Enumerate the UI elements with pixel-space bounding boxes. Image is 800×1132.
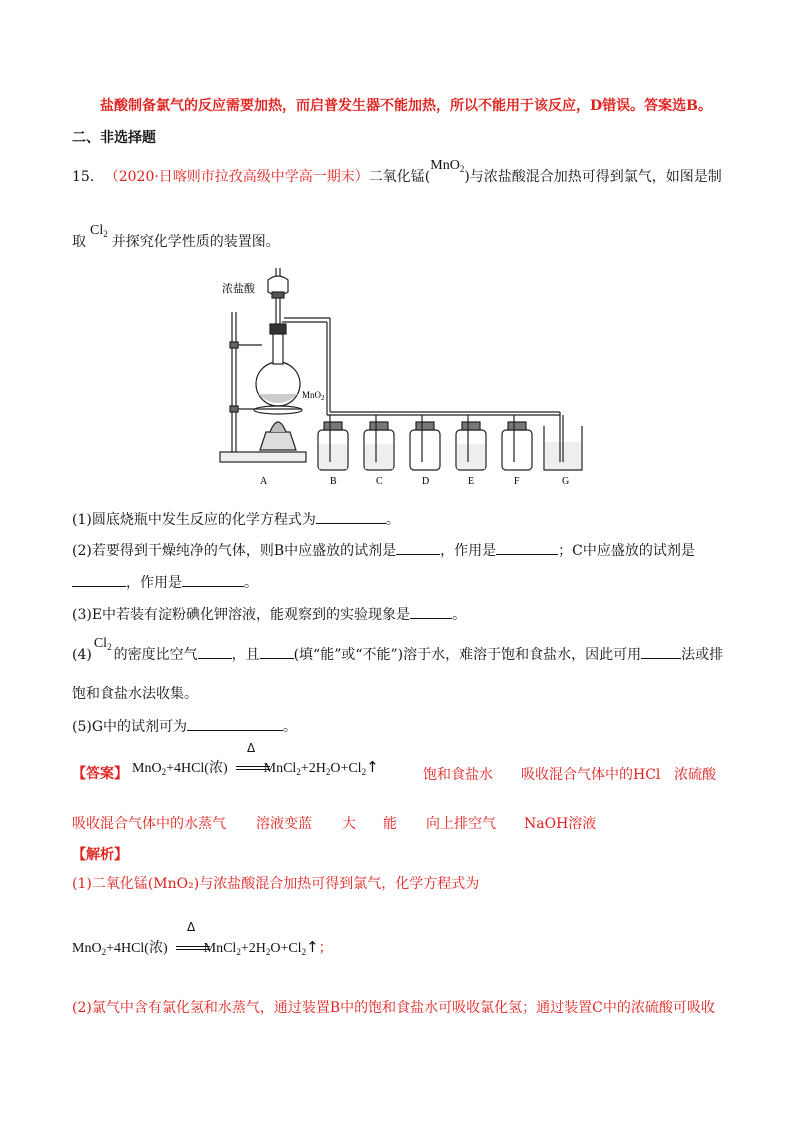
analysis-label: 【解析】 bbox=[72, 847, 128, 863]
sub-question-1: (1)圆底烧瓶中发生反应的化学方程式为 。 bbox=[72, 509, 400, 530]
apparatus-labels bbox=[260, 476, 569, 487]
answer-label: 【答案】 bbox=[72, 766, 128, 782]
sub-question-2-line2: ，作用是 。 bbox=[72, 572, 258, 593]
answer-blank-4c bbox=[641, 644, 681, 659]
cl2-formula: $Cl_2$ bbox=[90, 223, 108, 239]
label-acid: 浓盐酸 bbox=[222, 283, 255, 295]
answer-equals-sign bbox=[236, 766, 270, 770]
answer-blank-2c bbox=[72, 572, 126, 587]
answer-item-1: 饱和食盐水 bbox=[423, 767, 493, 783]
analysis-equals-sign bbox=[176, 946, 210, 950]
label-f: F bbox=[514, 476, 520, 487]
answer-blank-2a bbox=[396, 540, 440, 555]
answer-blank-5 bbox=[187, 716, 283, 731]
question-stem-line1 bbox=[72, 158, 722, 191]
question-source: （2020·日喀则市拉孜高级中学高一期末） bbox=[104, 169, 369, 185]
apparatus-figure bbox=[210, 262, 590, 490]
analysis-delta: Δ bbox=[187, 920, 196, 934]
sub-question-5: (5)G中的试剂可为 。 bbox=[72, 716, 297, 737]
answer-blank-2b bbox=[496, 540, 558, 555]
label-g: G bbox=[562, 476, 570, 487]
label-e: E bbox=[468, 476, 475, 487]
answer-item-2: 吸收混合气体中的HCl bbox=[521, 767, 661, 783]
question-text-a: 二氧化锰( bbox=[368, 169, 431, 185]
sub-question-4-line2: 饱和食盐水法收集。 bbox=[72, 686, 198, 702]
label-mno2: MnO$_2$ bbox=[302, 390, 325, 402]
mno2-formula: MnO$_2$ bbox=[430, 158, 465, 174]
answer-item-9: NaOH溶液 bbox=[524, 816, 597, 832]
sub-question-3: (3)E中若装有淀粉碘化钾溶液，能观察到的实验现象是 。 bbox=[72, 604, 466, 625]
analysis-continuation-line: 盐酸制备氯气的反应需要加热，而启普发生器不能加热，所以不能用于该反应，D错误。答案选B。 bbox=[100, 98, 712, 114]
analysis-equation: MnO$_2$+4HCl(浓) $MnCl_2+2H_2O+Cl_2↑$； bbox=[72, 938, 333, 957]
answer-blank-4b bbox=[260, 644, 294, 659]
q4-cl2-formula: $Cl_2$ bbox=[93, 636, 112, 652]
answer-delta: Δ bbox=[247, 741, 256, 755]
answer-blank-3 bbox=[410, 604, 452, 619]
answer-item-4: 吸收混合气体中的水蒸气 bbox=[72, 816, 226, 832]
question-text-c: 取 bbox=[72, 234, 86, 250]
question-text-b: )与浓盐酸混合加热可得到氯气，如图是制 bbox=[464, 169, 722, 185]
answer-item-5: 溶液变蓝 bbox=[256, 816, 312, 832]
question-number: 15. bbox=[72, 169, 95, 185]
section-title: 二、非选择题 bbox=[72, 130, 156, 146]
label-b: B bbox=[330, 476, 337, 487]
label-d: D bbox=[422, 476, 430, 487]
analysis-line1: (1)二氧化锰(MnO₂)与浓盐酸混合加热可得到氯气，化学方程式为 bbox=[72, 876, 480, 892]
sub-question-4-line1: $(4)Cl_2$ 的密度比空气 ，且 (填“能”或“不能”)溶于水，难溶于饱和食盐水，因此可用 法或排 bbox=[72, 636, 724, 663]
sub-question-2-line1: (2)若要得到干燥纯净的气体，则B中应盛放的试剂是 ，作用是 ；C中应盛放的试剂是 bbox=[72, 540, 695, 561]
answer-item-3: 浓硫酸 bbox=[674, 767, 716, 783]
analysis-line2: (2)氯气中含有氯化氢和水蒸气，通过装置B中的饱和食盐水可吸收氯化氢；通过装置C中的浓硫酸可吸收 bbox=[72, 1000, 715, 1016]
answer-item-7: 能 bbox=[383, 816, 397, 832]
answer-item-6: 大 bbox=[342, 816, 356, 832]
question-stem-line2 bbox=[72, 223, 280, 256]
question-text-d: 并探究化学性质的装置图。 bbox=[111, 234, 280, 250]
label-c: C bbox=[376, 476, 383, 487]
answer-item-8: 向上排空气 bbox=[426, 816, 496, 832]
label-a: A bbox=[260, 476, 268, 487]
answer-blank-2d bbox=[182, 572, 244, 587]
answer-blank-1 bbox=[316, 509, 386, 524]
answer-equation: MnO$_2$+4HCl(浓) $MnCl_2+2H_2O+Cl_2↑$ bbox=[132, 758, 379, 777]
answer-blank-4a bbox=[198, 644, 232, 659]
